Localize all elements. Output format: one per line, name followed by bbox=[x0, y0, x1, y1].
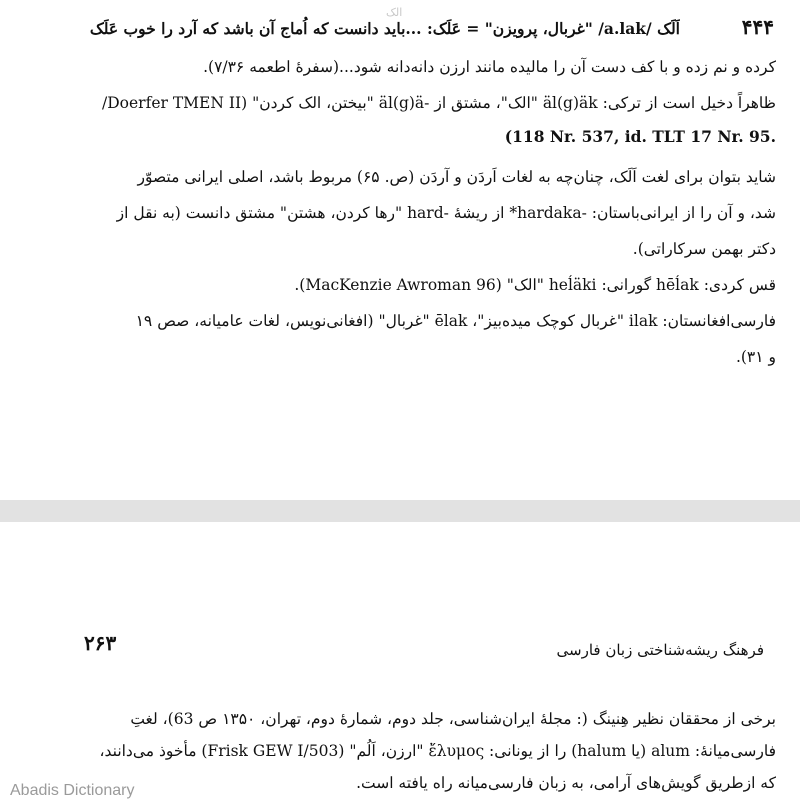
entry-text-line: برخی از محققان نظیر هِنینگ (: مجلهٔ ایران‌شناسی، جلد دوم، شمارهٔ دوم، تهران، ۱۳۵۰ ص 63)، لغتِ bbox=[130, 710, 776, 728]
entry-text-line: شد، و آن را از ایرانی‌باستان: -hardaka* از ریشهٔ -hard "رها کردن، هشتن" مشتق دانست (به نقل از bbox=[116, 204, 776, 222]
entry-text-line: شاید بتوان برای لغت اَلَک، چنان‌چه به لغات اَردَن و آردَن (ص. ۶۵) مربوط باشد، اصلی ایرانی متصوّر bbox=[137, 168, 776, 186]
entry-text-line: که ازطریق گویش‌های آرامی، به زبان فارسی‌میانه راه یافته است. bbox=[356, 774, 776, 792]
entry-headword-line: اَلَک /a.lak/ "غربال، پرویزن" = عَلَک: ...باید دانست که اُماج آن باشد که آرد را خوب عَلَک bbox=[89, 19, 680, 38]
page-separator bbox=[0, 500, 800, 522]
entry-text-line: ظاهراً دخیل است از ترکی: äl(g)äk "الک"، مشتق از -äl(g)ä "بیختن، الک کردن" (Doerfer TMEN II/ bbox=[102, 94, 776, 112]
entry-text-line: فارسی‌افغانستان: ilak "غربال کوچک میده‌بیز"، ēlak "غربال" (افغانی‌نویس، لغات عامیانه، صص ۱۹ bbox=[135, 312, 776, 330]
page-number-top: ۴۴۴ bbox=[741, 15, 774, 39]
entry-text-line: فارسی‌میانهٔ: alum (یا halum) را از یونانی: ἔλυμος "ارزن، اَلُم" (Frisk GEW I/503) مأخوذ می‌دانند، bbox=[99, 742, 776, 760]
dictionary-page-bottom bbox=[0, 522, 800, 810]
running-head: فرهنگ ریشه‌شناختی زبان فارسی bbox=[556, 641, 764, 659]
entry-text-line: دکتر بهمن سرکاراتی). bbox=[632, 240, 776, 258]
entry-reference-line: (118 Nr. 537, id. TLT 17 Nr. 95. bbox=[504, 127, 776, 146]
page-number-bottom: ۲۶۳ bbox=[84, 631, 117, 655]
entry-text-line: کرده و نم زده و با کف دست آن را مالیده مانند ارزن دانه‌دانه شود...(سفرهٔ اطعمه ۷/۳۶). bbox=[203, 58, 776, 76]
entry-text-line: و ۳۱). bbox=[735, 348, 776, 366]
site-brand-watermark: Abadis Dictionary bbox=[10, 782, 135, 799]
entry-text-line: قس کردی: hēĺak گورانی: heĺäki "الک" (MacKenzie Awroman 96). bbox=[294, 276, 776, 294]
watermark-text: الک bbox=[386, 6, 403, 19]
